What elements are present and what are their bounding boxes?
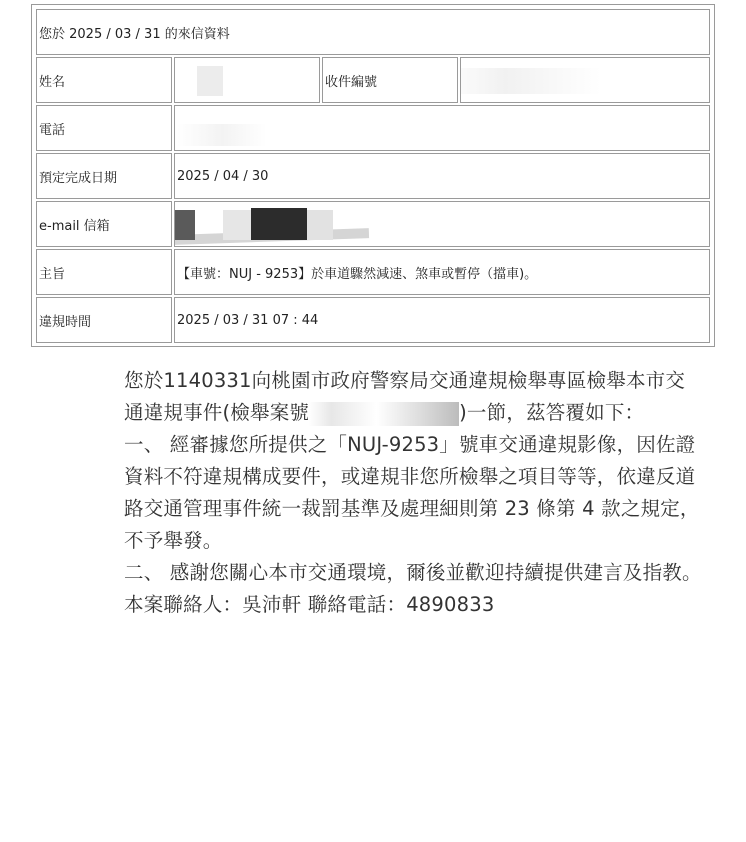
phone-label: 電話: [36, 105, 172, 151]
intro-text-end: )一節，茲答覆如下：: [459, 401, 645, 424]
reply-letter: [124, 365, 704, 621]
letter-item-2: 二、 感謝您關心本市交通環境，爾後並歡迎持續提供建言及指教。: [124, 561, 702, 584]
due-date-label: 預定完成日期: [36, 153, 172, 199]
name-value-redacted: [174, 57, 320, 103]
name-row: [36, 57, 710, 103]
violation-time-label: 違規時間: [36, 297, 172, 343]
receipt-number-label: 收件編號: [322, 57, 458, 103]
redaction-block: [251, 208, 307, 240]
name-label: 姓名: [36, 57, 172, 103]
due-date-value: 2025 / 04 / 30: [174, 153, 710, 199]
email-row: [36, 201, 710, 247]
redaction-block: [307, 210, 333, 240]
inquiry-info-panel: [31, 4, 715, 347]
letter-intro: [124, 365, 704, 429]
intro-text-start: 您於1140331向桃園市政府警察局交通違規檢舉專區檢舉本市交通違規事件(檢舉案號: [124, 369, 686, 424]
email-label: e-mail 信箱: [36, 201, 172, 247]
email-value-redacted: [174, 201, 710, 247]
due-date-row: [36, 153, 710, 199]
table-header: 您於 2025 / 03 / 31 的來信資料: [36, 9, 710, 55]
redaction-block: [460, 68, 601, 94]
receipt-number-value-redacted: [460, 57, 710, 103]
phone-row: [36, 105, 710, 151]
phone-value-redacted: [174, 105, 710, 151]
case-number-redacted: [309, 402, 459, 426]
subject-row: [36, 249, 710, 295]
violation-time-value: 2025 / 03 / 31 07 : 44: [174, 297, 710, 343]
letter-contact: 本案聯絡人：吳沛軒 聯絡電話：4890833: [124, 593, 495, 616]
subject-value: 【車號：NUJ - 9253】於車道驟然減速、煞車或暫停（擋車)。: [174, 249, 710, 295]
redaction-block: [174, 210, 195, 240]
redaction-block: [197, 66, 223, 96]
inquiry-info-table: [34, 7, 712, 345]
letter-item-1: 一、 經審據您所提供之「NUJ-9253」號車交通違規影像，因佐證資料不符違規構成要件，或違規非您所檢舉之項目等等，依違反道路交通管理事件統一裁罰基準及處理細則第 23 條第 4 款之規定，不予舉發。: [124, 433, 700, 552]
violation-time-row: [36, 297, 710, 343]
subject-label: 主旨: [36, 249, 172, 295]
redaction-block: [223, 210, 251, 240]
redaction-block: [177, 124, 267, 146]
header-row: [36, 9, 710, 55]
